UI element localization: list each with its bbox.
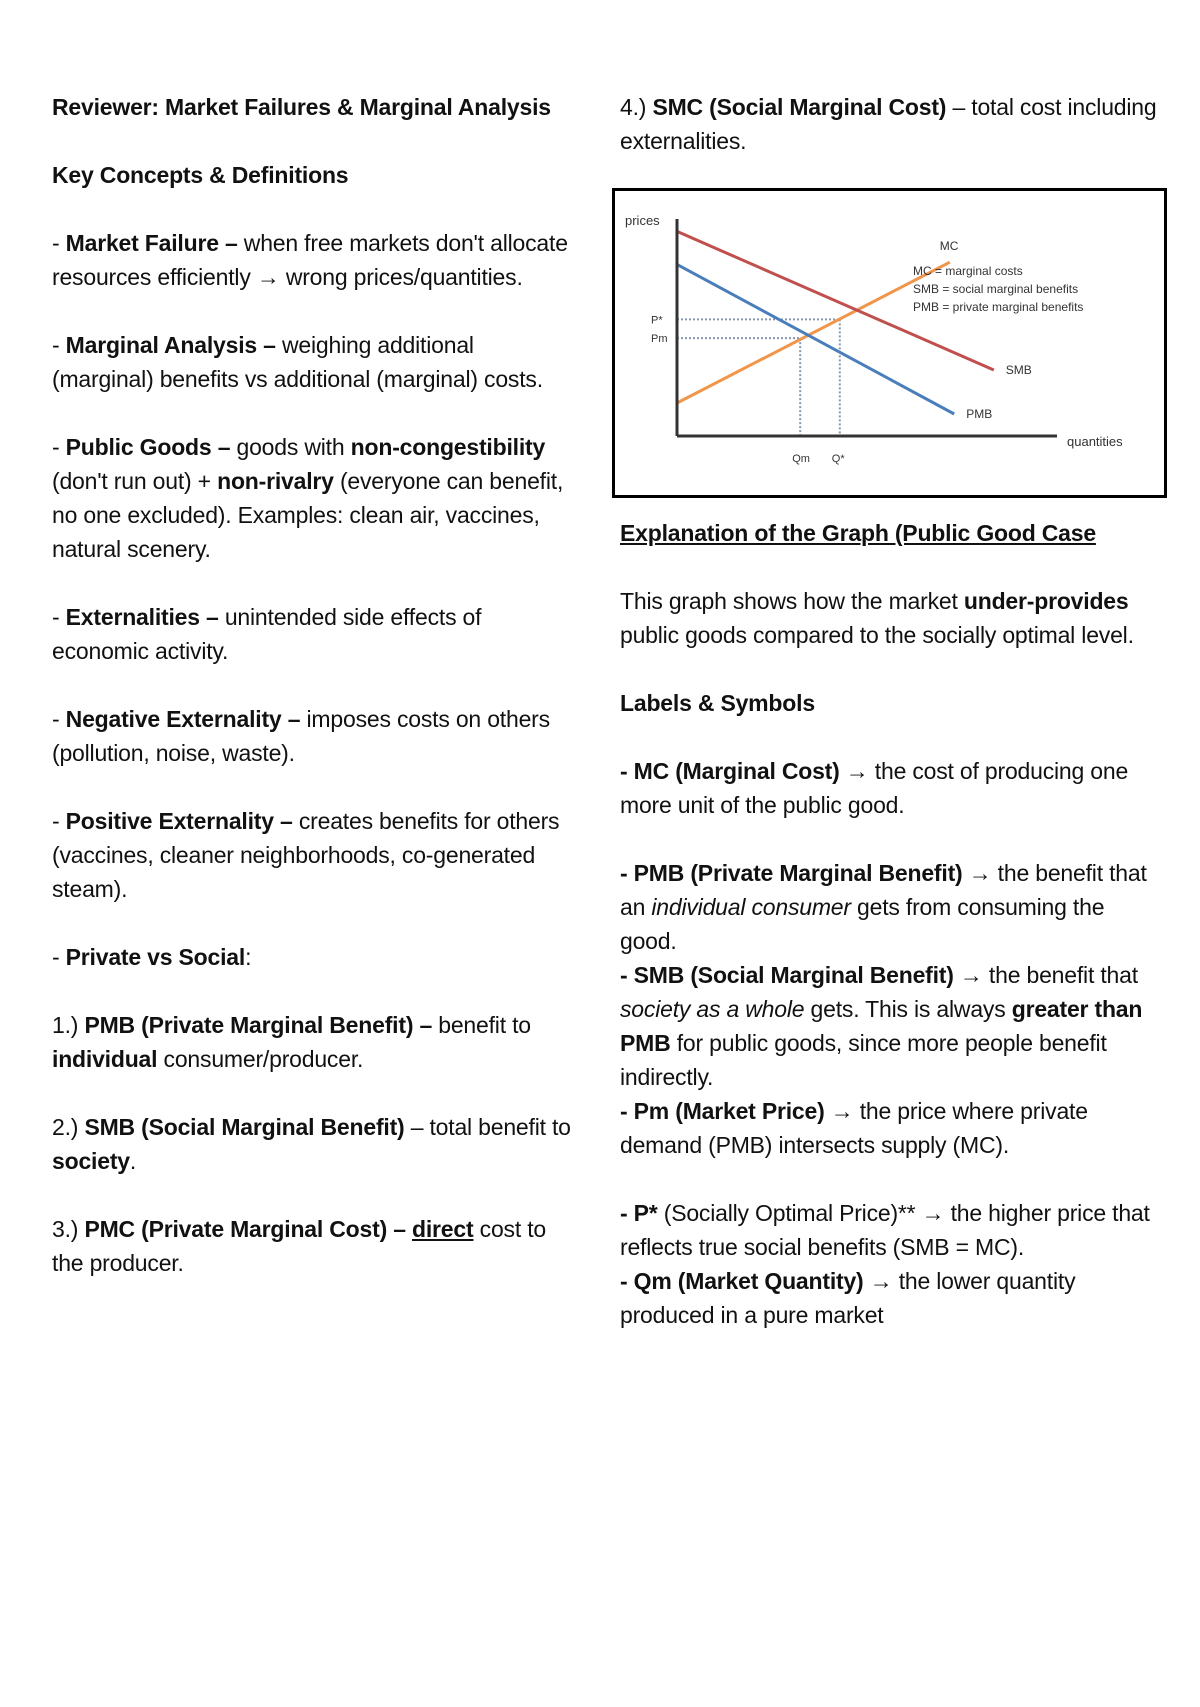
item-pmb: 1.) PMB (Private Marginal Benefit) – benefit to individual consumer/producer.	[52, 1012, 531, 1072]
public-good-chart	[615, 191, 1164, 495]
def-public-goods: - Public Goods – goods with non-congestibility (don't run out) + non-rivalry (everyone can benefit, no one excluded). Examples: clean air, vaccines, natural scenery.	[52, 434, 564, 562]
explanation-text: This graph shows how the market under-provides public goods compared to the socially optimal level.	[620, 588, 1134, 648]
chart-frame	[612, 188, 1167, 498]
series-smb-label: SMB	[1005, 363, 1032, 377]
def-externalities: - Externalities – unintended side effects of economic activity.	[52, 604, 482, 664]
section-heading: Key Concepts & Definitions	[52, 162, 349, 188]
explanation-heading: Explanation of the Graph (Public Good Case	[620, 520, 1096, 546]
series-pmb-label: PMB	[966, 407, 993, 421]
doc-title: Reviewer: Market Failures & Marginal Analysis	[52, 94, 551, 120]
def-negative-externality: - Negative Externality – imposes costs on others (pollution, noise, waste).	[52, 706, 550, 766]
label-smb: - SMB (Social Marginal Benefit) → the benefit that society as a whole gets. This is always greater than PMB for public goods, since more people benefit indirectly.	[620, 962, 1143, 1090]
item-smb: 2.) SMB (Social Marginal Benefit) – total benefit to society.	[52, 1114, 571, 1174]
item-smc: 4.) SMC (Social Marginal Cost) – total cost including externalities.	[620, 94, 1157, 154]
legend-entry-1: SMB = social marginal benefits	[913, 282, 1079, 296]
price-label-0: P*	[651, 314, 663, 327]
x-axis-label: quantities	[1067, 434, 1123, 449]
qty-label-1: Qm	[792, 453, 810, 465]
label-pmb: - PMB (Private Marginal Benefit) → the benefit that an individual consumer gets from consuming the good.	[620, 860, 1147, 954]
chart-legend	[913, 264, 1083, 314]
legend-entry-2: PMB = private marginal benefits	[913, 300, 1084, 314]
label-qm: - Qm (Market Quantity) → the lower quantity produced in a pure market	[620, 1268, 1076, 1328]
labels-heading: Labels & Symbols	[620, 690, 815, 716]
price-label-1: Pm	[651, 333, 668, 346]
label-mc: - MC (Marginal Cost) → the cost of producing one more unit of the public good.	[620, 758, 1129, 818]
qty-label-0: Q*	[831, 453, 845, 465]
series-mc-label: MC	[939, 239, 959, 254]
def-positive-externality: - Positive Externality – creates benefits for others (vaccines, cleaner neighborhoods, co-generated steam).	[52, 808, 560, 902]
chart-guides	[677, 319, 840, 436]
y-axis-label: prices	[625, 213, 660, 228]
chart-series	[677, 231, 994, 414]
label-pm: - Pm (Market Price) → the price where private demand (PMB) intersects supply (MC).	[620, 1098, 1088, 1158]
label-pstar: - P* (Socially Optimal Price)** → the higher price that reflects true social benefits (SMB = MC).	[620, 1200, 1150, 1260]
right-column	[620, 90, 1165, 1332]
left-column	[52, 90, 572, 1280]
def-market-failure: - Market Failure – when free markets don't allocate resources efficiently → wrong prices/quantities.	[52, 230, 568, 290]
private-vs-social: - Private vs Social:	[52, 944, 252, 970]
item-pmc: 3.) PMC (Private Marginal Cost) – direct cost to the producer.	[52, 1216, 546, 1276]
legend-entry-0: MC = marginal costs	[913, 264, 1023, 278]
def-marginal-analysis: - Marginal Analysis – weighing additional (marginal) benefits vs additional (marginal) costs.	[52, 332, 543, 392]
